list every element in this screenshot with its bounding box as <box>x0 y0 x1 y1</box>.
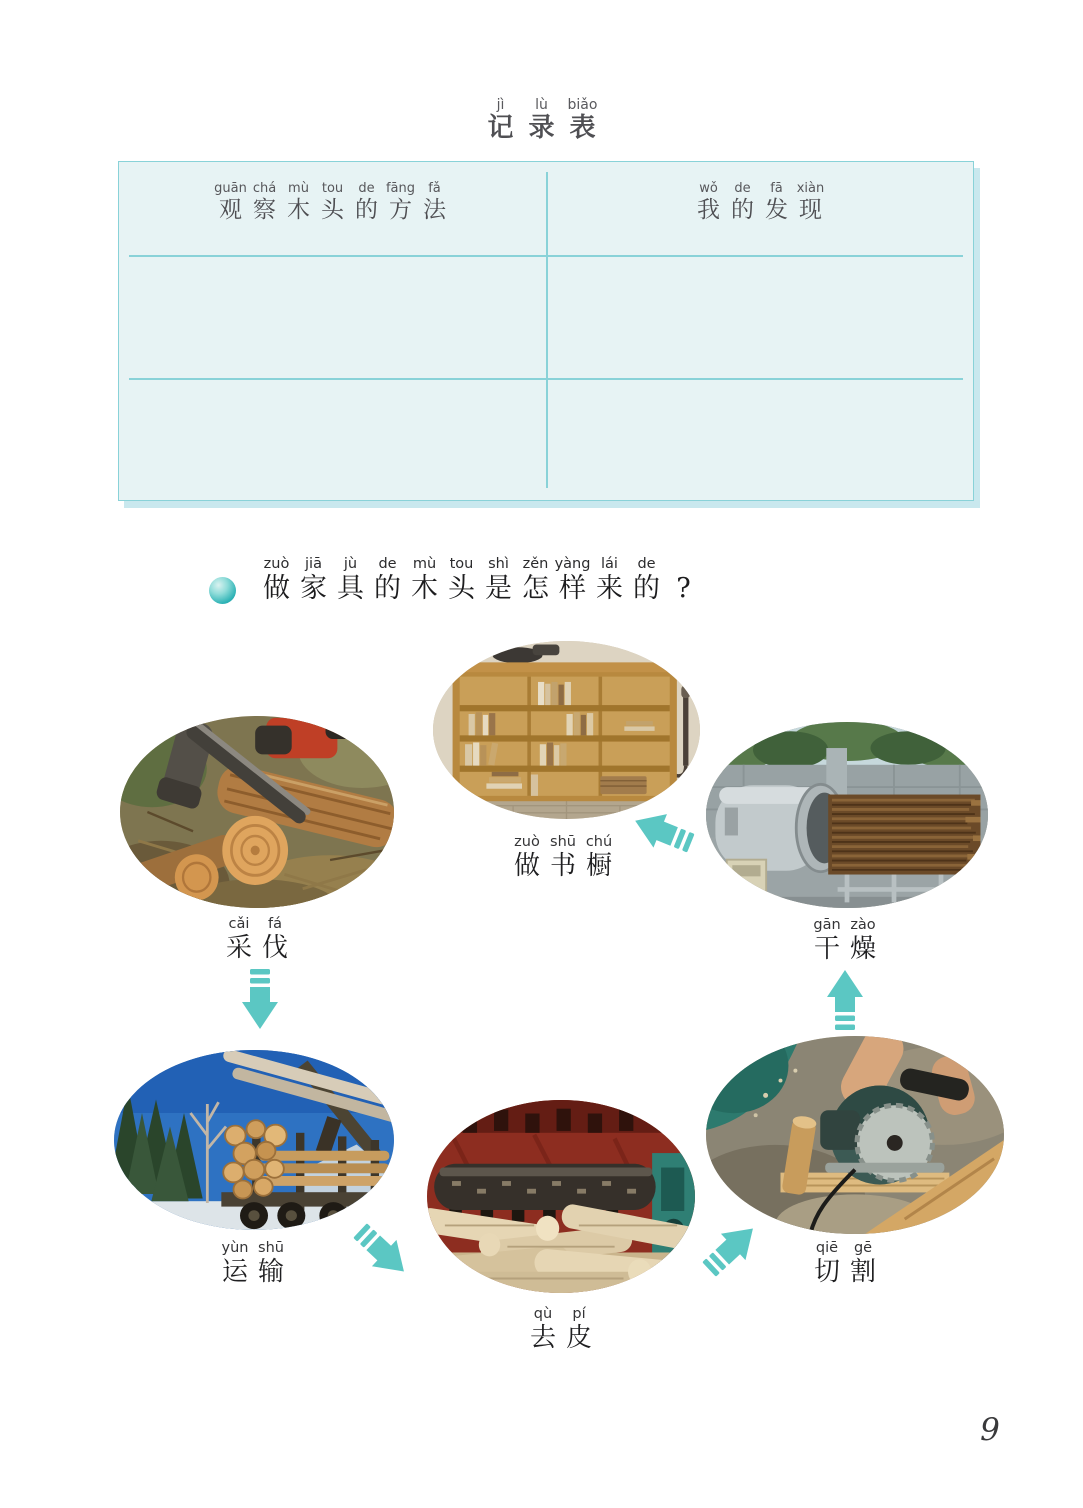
transport-illustration <box>114 1050 394 1230</box>
photo-cutting <box>706 1036 1004 1234</box>
table-row-divider-1 <box>129 255 963 257</box>
ruby-column: xiàn 现 <box>796 181 825 223</box>
label-qiege <box>809 1240 881 1288</box>
ruby-column: jì 记 <box>487 97 514 144</box>
ruby-column: jiā 家 <box>300 556 327 604</box>
arrow-up-icon <box>827 970 863 1030</box>
ruby-column: shì 是 <box>485 556 512 604</box>
ruby-column: mù 木 <box>287 181 310 223</box>
photo-debarking <box>427 1100 695 1293</box>
table-header-observe-methods <box>119 182 546 225</box>
arrow-up-right-icon <box>697 1215 765 1282</box>
ruby-column: cǎi 采 <box>225 916 252 963</box>
ruby-column: zuò 做 <box>513 834 540 881</box>
ruby-column: wǒ 我 <box>697 181 720 223</box>
debarking-illustration <box>427 1100 695 1293</box>
bookshelf-illustration <box>433 641 700 819</box>
bullet-dot-icon <box>209 577 236 604</box>
ruby-column: qù 去 <box>529 1306 556 1353</box>
ruby-column: de 的 <box>731 181 754 223</box>
ruby-column: zuò 做 <box>263 556 290 604</box>
arrow-down-right-icon <box>348 1217 416 1284</box>
ruby-column: chú 橱 <box>585 834 613 881</box>
arrow-down-icon <box>242 969 278 1029</box>
ruby-column: fāng 方 <box>385 181 416 223</box>
ruby-column: de 的 <box>374 556 401 604</box>
ruby-column: tou 头 <box>321 181 344 223</box>
label-caifa <box>221 916 293 964</box>
ruby-column: zào 燥 <box>849 917 876 964</box>
page-number: 9 <box>980 1412 1000 1448</box>
ruby-column: ? <box>676 572 691 604</box>
photo-drying-kiln <box>706 722 988 908</box>
ruby-column: mù 木 <box>411 556 438 604</box>
ruby-column: shū 书 <box>549 834 576 881</box>
ruby-column: gān 干 <box>813 917 841 964</box>
ruby-column: fā 发 <box>765 181 788 223</box>
photo-logging <box>120 716 394 908</box>
label-zuoshuchu <box>509 834 617 882</box>
ruby-column: jù 具 <box>337 556 364 604</box>
label-yunshu <box>217 1240 289 1288</box>
table-header-my-findings <box>546 182 973 225</box>
page-title <box>0 97 1083 144</box>
ruby-column: tou 头 <box>448 556 475 604</box>
ruby-column: yùn 运 <box>221 1240 249 1287</box>
record-table <box>118 161 974 501</box>
photo-bookshelf <box>433 641 700 819</box>
ruby-column: pí 皮 <box>565 1306 592 1353</box>
ruby-column: chá 察 <box>252 181 277 223</box>
arrow-left-icon <box>628 804 697 860</box>
logging-illustration <box>120 716 394 908</box>
ruby-column: fǎ 法 <box>423 181 446 223</box>
ruby-column: guān 观 <box>214 181 247 223</box>
ruby-column: de 的 <box>633 556 660 604</box>
ruby-column: gē 割 <box>849 1240 876 1287</box>
table-row-divider-2 <box>129 378 963 380</box>
ruby-column: fá 伐 <box>261 916 288 963</box>
ruby-column: qiē 切 <box>813 1240 840 1287</box>
label-qupi <box>525 1306 597 1354</box>
ruby-column: biǎo 表 <box>567 97 598 144</box>
ruby-column: lù 录 <box>528 97 555 144</box>
cutting-illustration <box>706 1036 1004 1234</box>
ruby-column: zěn 怎 <box>522 556 549 604</box>
ruby-column: yàng 样 <box>554 556 591 604</box>
ruby-column: de 的 <box>355 181 378 223</box>
ruby-column: shū 输 <box>257 1240 284 1287</box>
activity-question <box>258 556 702 605</box>
drying-kiln-illustration <box>706 722 988 908</box>
ruby-column: lái 来 <box>596 556 623 604</box>
label-ganzao <box>809 917 881 965</box>
photo-transport <box>114 1050 394 1230</box>
